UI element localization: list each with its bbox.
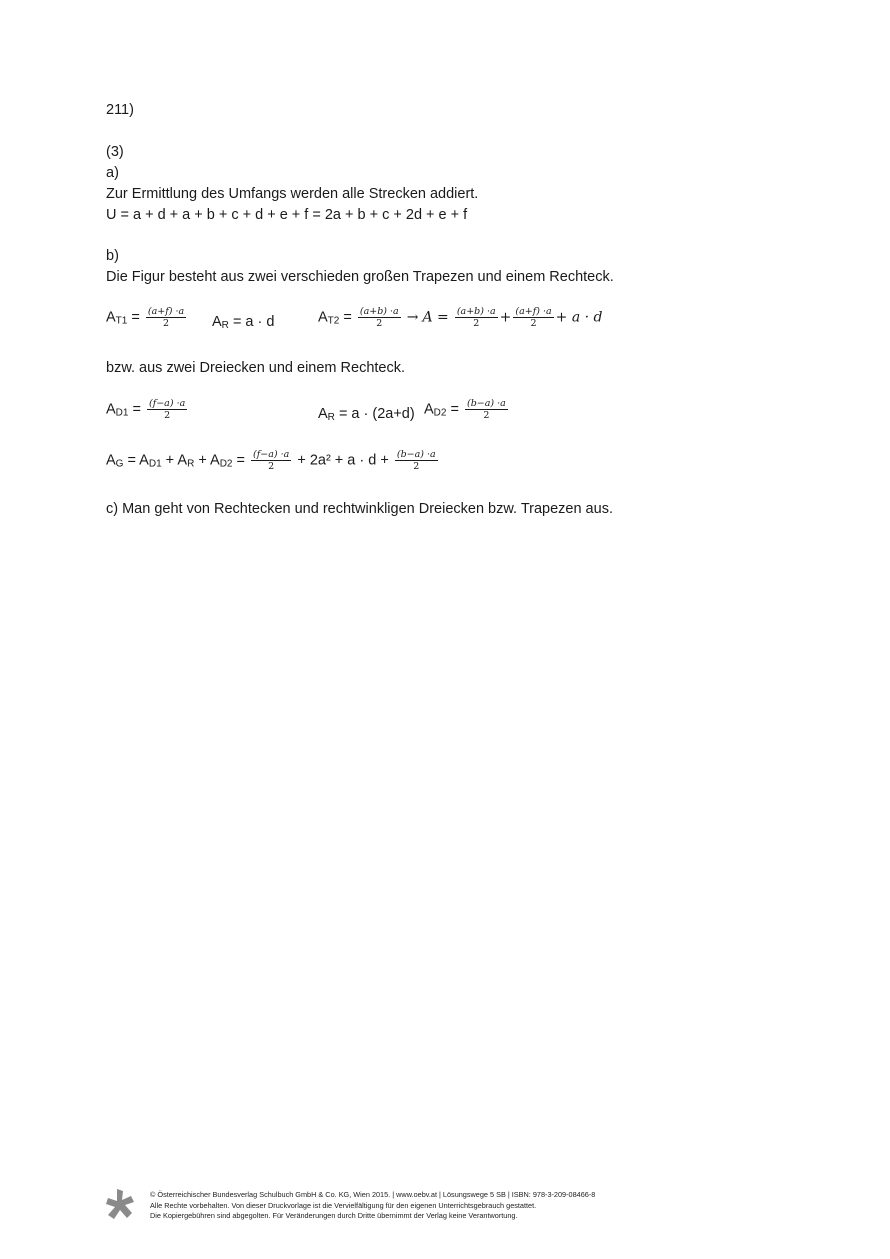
part-a-label: a) bbox=[106, 165, 119, 181]
footer-text bbox=[150, 1190, 595, 1222]
formula-area-r2: $A_R = a \cdot (2a+d)$ bbox=[318, 406, 415, 423]
part-a-formula: U = a + d + a + b + c + d + e + f = 2a + b + c + 2d + e + f bbox=[106, 207, 468, 223]
formula-area-d2: $A_{D2}$ = $\frac{(b-a) \cdot a}{2}$ bbox=[424, 398, 506, 421]
footer-line-3: Die Kopiergebühren sind abgegolten. Für Veränderungen durch Dritte übernimmt der Verlag keine Verantwortung. bbox=[150, 1211, 518, 1220]
formula-area-d1: $A_{D1}$ = $\frac{(f-a) \cdot a}{2}$ bbox=[106, 398, 186, 421]
part-b-text: Die Figur besteht aus zwei verschieden großen Trapezen und einem Rechteck. bbox=[106, 269, 614, 285]
formula-area-r1: $A_R = a \cdot d$ bbox=[212, 314, 275, 331]
problem-number: 211) bbox=[106, 102, 134, 118]
part-b-text-2: bzw. aus zwei Dreiecken und einem Rechteck. bbox=[106, 360, 406, 376]
formula-area-t1: $A_{T1}$ = $\frac{(a+f) \cdot a}{2}$ bbox=[106, 306, 185, 329]
part-number: (3) bbox=[106, 144, 124, 160]
part-a-text: Zur Ermittlung des Umfangs werden alle Strecken addiert. bbox=[106, 186, 479, 202]
part-c-text: c) Man geht von Rechtecken und rechtwinkligen Dreiecken bzw. Trapezen aus. bbox=[106, 501, 613, 517]
formula-total-area: $A_G = A_{D1} + A_R + A_{D2}$ = $\frac{(f-a) \cdot a}{2}$ + 2a² + a · d + $\frac{(b-a) \cdot a}{2}$ bbox=[106, 449, 436, 472]
footer-line-2: Alle Rechte vorbehalten. Von dieser Druckvorlage ist die Vervielfältigung für den eigenen Unterrichtsgebrauch gestattet. bbox=[150, 1200, 537, 1210]
footer-line-1: © Österreichischer Bundesverlag Schulbuch GmbH & Co. KG, Wien 2015. | www.oebv.at | Lösungswege 5 SB | ISBN: 978-3-209-08466-8 bbox=[150, 1190, 596, 1199]
formula-area-t2: $A_{T2}$ = $\frac{(a+b) \cdot a}{2}$ → A = $\frac{(a+b) \cdot a}{2}$ + $\frac{(a+f) \cdot a}{2}$ + a · d bbox=[318, 306, 603, 329]
fraction-t1: $\frac{(a+f) \cdot a}{2}$ bbox=[147, 306, 185, 329]
oebv-logo-icon bbox=[105, 1188, 135, 1220]
part-b-label: b) bbox=[106, 248, 119, 264]
